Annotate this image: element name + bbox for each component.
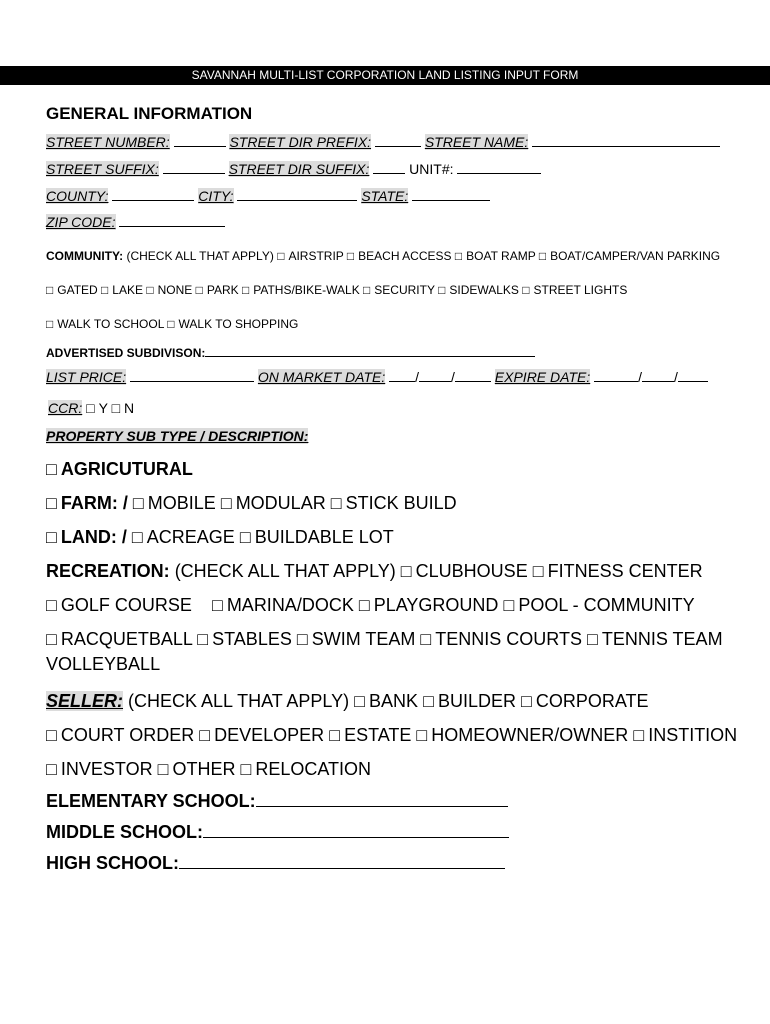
farm-option[interactable]: □ FARM: / — [46, 493, 128, 513]
community-option[interactable]: □ LAKE — [101, 283, 143, 297]
high-school-row — [46, 853, 505, 874]
street-name-label: STREET NAME: — [424, 134, 529, 150]
date-slash: / — [451, 369, 455, 385]
seller-option[interactable]: □ BANK — [354, 691, 419, 711]
property-sub-type-label: PROPERTY SUB TYPE / DESCRIPTION: — [46, 428, 309, 444]
street-row-2 — [46, 161, 541, 177]
recreation-label: RECREATION: — [46, 561, 170, 581]
seller-row-1 — [46, 691, 649, 712]
middle-school-row — [46, 822, 509, 843]
expire-day-field[interactable] — [642, 369, 674, 382]
seller-row-2 — [46, 725, 737, 746]
seller-option[interactable]: □ OTHER — [157, 759, 236, 779]
recreation-option[interactable]: □ TENNIS TEAM — [587, 629, 723, 649]
community-option[interactable]: □ AIRSTRIP — [277, 249, 344, 263]
city-label: CITY: — [198, 188, 234, 204]
seller-option[interactable]: □ CORPORATE — [520, 691, 649, 711]
community-option[interactable]: □ BEACH ACCESS — [346, 249, 452, 263]
community-option[interactable]: □ PARK — [195, 283, 239, 297]
seller-note: (CHECK ALL THAT APPLY) — [128, 691, 350, 711]
seller-label: SELLER: — [46, 691, 124, 711]
seller-option[interactable]: □ INVESTOR — [46, 759, 153, 779]
street-name-field[interactable] — [532, 134, 720, 147]
middle-school-label: MIDDLE SCHOOL: — [46, 822, 203, 842]
recreation-note: (CHECK ALL THAT APPLY) — [174, 561, 396, 581]
street-suffix-label: STREET SUFFIX: — [46, 161, 159, 177]
advertised-subdivision-row — [46, 344, 535, 360]
ccr-yes-option[interactable]: □ Y — [86, 400, 108, 416]
on-market-month-field[interactable] — [389, 369, 415, 382]
unit-field[interactable] — [457, 161, 541, 174]
community-option[interactable]: □ PATHS/BIKE-WALK — [241, 283, 360, 297]
on-market-day-field[interactable] — [419, 369, 451, 382]
street-number-field[interactable] — [174, 134, 226, 147]
seller-option[interactable]: □ DEVELOPER — [199, 725, 325, 745]
list-price-label: LIST PRICE: — [46, 369, 127, 385]
street-dir-prefix-field[interactable] — [375, 134, 421, 147]
community-option[interactable]: □ NONE — [146, 283, 193, 297]
middle-school-field[interactable] — [203, 822, 509, 838]
recreation-option[interactable]: □ TENNIS COURTS — [420, 629, 582, 649]
ccr-row — [48, 400, 134, 416]
agricultural-row — [46, 459, 193, 480]
recreation-option-volleyball[interactable]: VOLLEYBALL — [46, 654, 161, 674]
advertised-subdivision-label: ADVERTISED SUBDIVISON: — [46, 346, 206, 360]
community-row-2 — [46, 283, 627, 297]
expire-month-field[interactable] — [594, 369, 638, 382]
community-note: (CHECK ALL THAT APPLY) — [126, 249, 274, 263]
state-label: STATE: — [361, 188, 409, 204]
date-slash: / — [415, 369, 420, 385]
seller-option[interactable]: □ HOMEOWNER/OWNER — [416, 725, 629, 745]
street-suffix-field[interactable] — [163, 161, 225, 174]
state-field[interactable] — [412, 188, 490, 201]
community-row-3 — [46, 317, 298, 331]
community-option[interactable]: □ STREET LIGHTS — [522, 283, 628, 297]
street-row-1 — [46, 134, 720, 150]
zip-code-label: ZIP CODE: — [46, 214, 116, 230]
farm-row — [46, 493, 457, 514]
elementary-school-label: ELEMENTARY SCHOOL: — [46, 791, 256, 811]
expire-date-label: EXPIRE DATE: — [494, 369, 591, 385]
farm-sub-option[interactable]: □ STICK BUILD — [330, 493, 457, 513]
recreation-option[interactable]: □ CLUBHOUSE — [400, 561, 528, 581]
community-label: COMMUNITY: — [46, 249, 124, 263]
street-dir-prefix-label: STREET DIR PREFIX: — [229, 134, 372, 150]
ccr-no-option[interactable]: □ N — [111, 400, 135, 416]
community-option[interactable]: □ SIDEWALKS — [438, 283, 519, 297]
property-sub-type-row — [46, 428, 308, 444]
recreation-option[interactable]: □ MARINA/DOCK — [211, 595, 354, 615]
recreation-option[interactable]: □ PLAYGROUND — [358, 595, 499, 615]
community-option[interactable]: □ GATED — [46, 283, 98, 297]
advertised-subdivision-field[interactable] — [205, 344, 535, 357]
recreation-option[interactable]: □ GOLF COURSE — [46, 595, 192, 615]
recreation-row-4 — [46, 654, 160, 675]
county-field[interactable] — [112, 188, 194, 201]
recreation-option[interactable]: □ SWIM TEAM — [296, 629, 416, 649]
street-dir-suffix-field[interactable] — [373, 161, 405, 174]
elementary-school-field[interactable] — [256, 791, 508, 807]
recreation-option[interactable]: □ POOL - COMMUNITY — [503, 595, 695, 615]
land-row — [46, 527, 394, 548]
land-option[interactable]: □ LAND: / — [46, 527, 127, 547]
date-slash: / — [674, 369, 678, 385]
high-school-field[interactable] — [179, 853, 505, 869]
street-dir-suffix-label: STREET DIR SUFFIX: — [228, 161, 370, 177]
street-number-label: STREET NUMBER: — [46, 134, 170, 150]
list-price-field[interactable] — [130, 369, 254, 382]
farm-sub-option[interactable]: □ MOBILE — [132, 493, 216, 513]
form-title: SAVANNAH MULTI-LIST CORPORATION LAND LISTING INPUT FORM — [0, 66, 770, 85]
seller-option[interactable]: □ RELOCATION — [240, 759, 372, 779]
land-sub-option[interactable]: □ BUILDABLE LOT — [239, 527, 394, 547]
recreation-row-1 — [46, 561, 703, 582]
recreation-option[interactable]: □ FITNESS CENTER — [532, 561, 703, 581]
community-option[interactable]: □ BOAT RAMP — [454, 249, 536, 263]
community-option[interactable]: □ SECURITY — [363, 283, 435, 297]
on-market-date-label: ON MARKET DATE: — [257, 369, 386, 385]
farm-sub-option[interactable]: □ MODULAR — [220, 493, 326, 513]
land-sub-option[interactable]: □ ACREAGE — [131, 527, 235, 547]
unit-label: UNIT#: — [409, 161, 454, 177]
ccr-label: CCR: — [48, 400, 83, 416]
seller-option[interactable]: □ INSTITION — [633, 725, 738, 745]
seller-option[interactable]: □ BUILDER — [423, 691, 516, 711]
seller-row-3 — [46, 759, 371, 780]
expire-year-field[interactable] — [678, 369, 708, 382]
recreation-option[interactable]: □ RACQUETBALL — [46, 629, 193, 649]
on-market-year-field[interactable] — [455, 369, 491, 382]
recreation-row-2 — [46, 595, 695, 616]
seller-option[interactable]: □ ESTATE — [329, 725, 412, 745]
city-field[interactable] — [237, 188, 357, 201]
seller-option[interactable]: □ COURT ORDER — [46, 725, 195, 745]
community-row-1 — [46, 249, 720, 263]
community-option[interactable]: □ WALK TO SCHOOL — [46, 317, 164, 331]
recreation-row-3 — [46, 629, 723, 650]
agricultural-option[interactable]: □ AGRICUTURAL — [46, 459, 193, 479]
elementary-school-row — [46, 791, 508, 812]
community-option[interactable]: □ WALK TO SHOPPING — [167, 317, 299, 331]
county-label: COUNTY: — [46, 188, 109, 204]
date-slash: / — [638, 369, 643, 385]
community-option[interactable]: □ BOAT/CAMPER/VAN PARKING — [538, 249, 721, 263]
high-school-label: HIGH SCHOOL: — [46, 853, 179, 873]
location-row — [46, 188, 490, 204]
general-information-heading: GENERAL INFORMATION — [46, 104, 253, 123]
price-date-row — [46, 369, 708, 385]
zip-row — [46, 214, 225, 230]
recreation-option[interactable]: □ STABLES — [197, 629, 292, 649]
zip-code-field[interactable] — [119, 214, 225, 227]
